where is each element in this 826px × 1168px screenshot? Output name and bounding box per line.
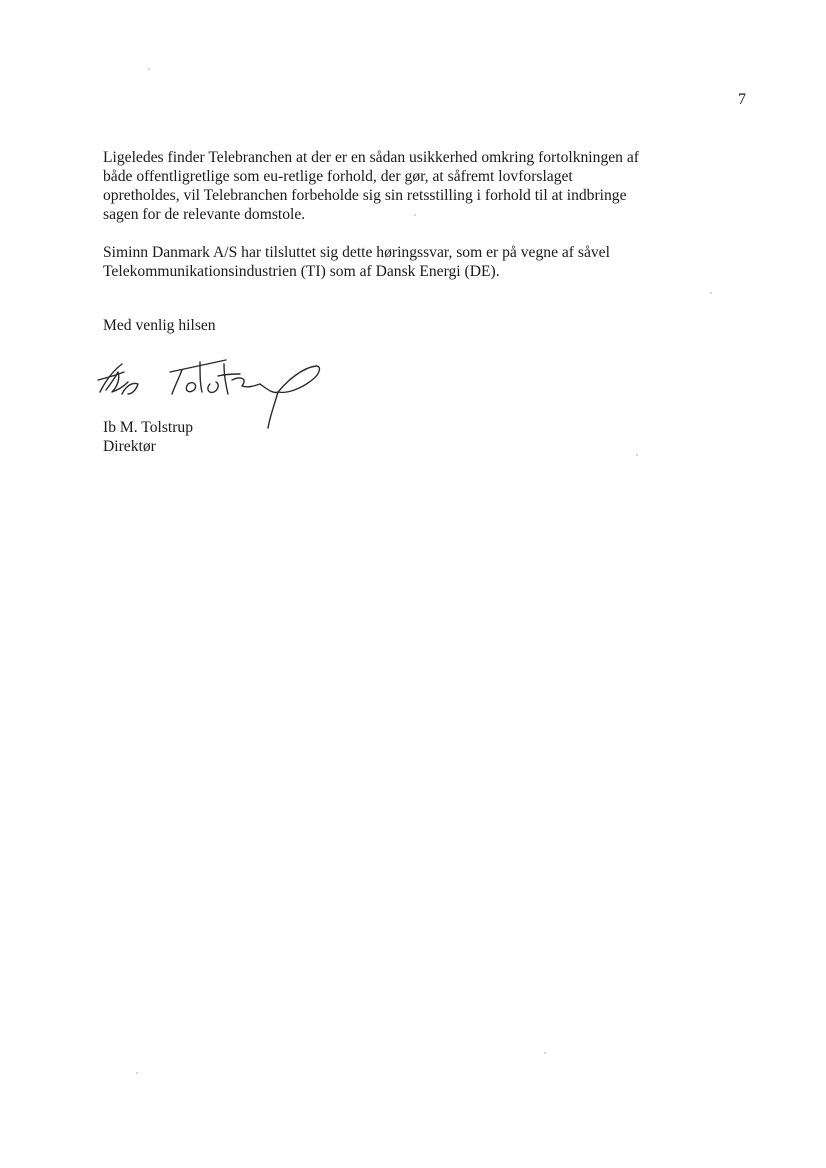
scan-speck xyxy=(544,1052,546,1054)
paragraph-line: både offentligretlige som eu-retlige forhold, der gør, at såfremt lovforslaget xyxy=(103,168,573,185)
signer-name: Ib M. Tolstrup xyxy=(103,419,194,436)
paragraph-endorsement xyxy=(103,243,723,281)
paragraph-line: opretholdes, vil Telebranchen forbeholde sig sin retsstilling i forhold til at indbringe xyxy=(103,187,627,204)
paragraph-legal-uncertainty xyxy=(103,148,723,224)
paragraph-line: Telekommunikationsindustrien (TI) som af Dansk Energi (DE). xyxy=(103,263,500,280)
page-number: 7 xyxy=(738,91,746,108)
paragraph-line: Siminn Danmark A/S har tilsluttet sig dette høringssvar, som er på vegne af såvel xyxy=(103,244,610,261)
scan-speck xyxy=(710,292,712,294)
paragraph-line: sagen for de relevante domstole. xyxy=(103,206,306,223)
signer-title: Direktør xyxy=(103,438,156,455)
paragraph-line: Ligeledes finder Telebranchen at der er en sådan usikkerhed omkring fortolkningen af xyxy=(103,149,639,166)
scan-speck xyxy=(148,68,150,70)
scan-speck xyxy=(636,454,638,456)
closing-salutation: Med venlig hilsen xyxy=(103,317,216,334)
signer-block xyxy=(103,418,193,456)
scan-speck xyxy=(414,214,416,216)
scan-speck xyxy=(136,1072,138,1074)
